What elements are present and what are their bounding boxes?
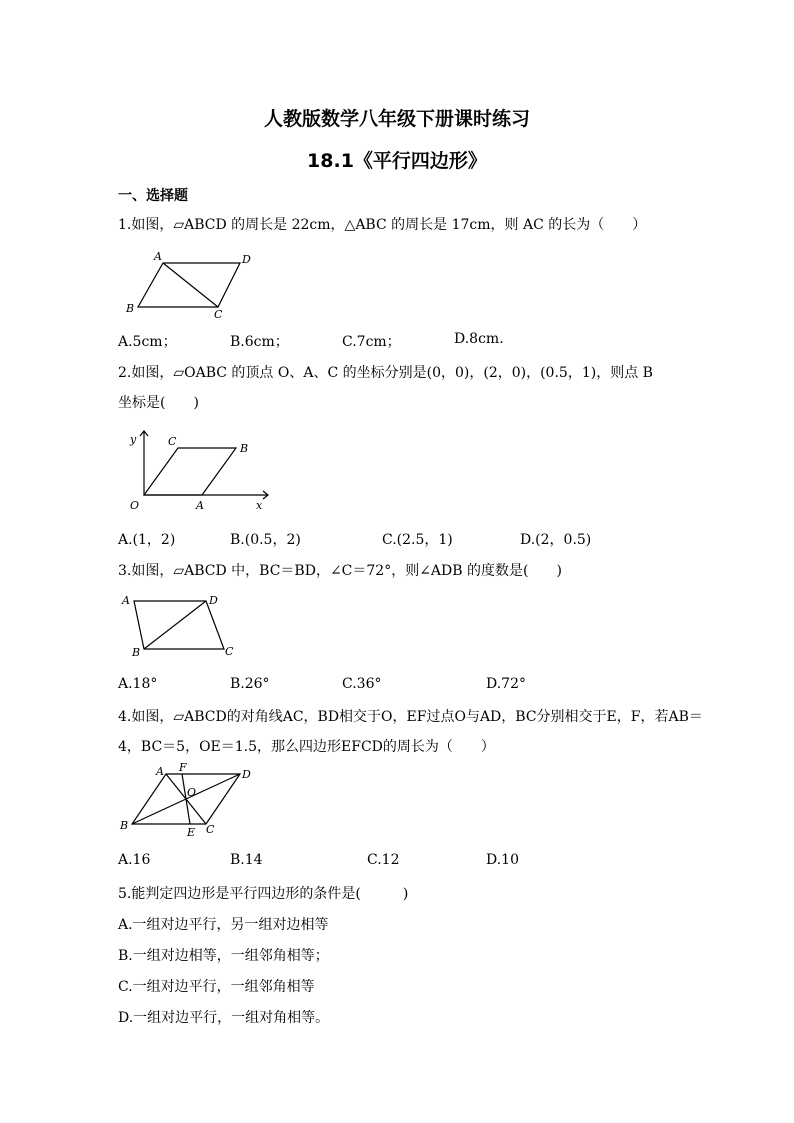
label-a: A	[196, 499, 204, 512]
question-3-figure	[118, 592, 248, 662]
question-1-text: 1.如图，▱ABCD 的周长是 22cm，△ABC 的周长是 17cm，则 AC 的长为（ ）	[118, 217, 647, 233]
q4-option-b: B.14	[230, 852, 263, 868]
q4-option-c: C.12	[367, 852, 400, 868]
q5-option-d: D.一组对边平行，一组对角相等。	[118, 1010, 330, 1026]
page-subtitle: 18.1《平行四边形》	[307, 150, 487, 172]
label-c: C	[214, 308, 223, 321]
q1-option-d: D.8cm.	[454, 331, 504, 347]
diagonal-ac	[163, 263, 218, 307]
q5-option-c: C.一组对边平行，一组邻角相等	[118, 979, 315, 995]
page-title: 人教版数学八年级下册课时练习	[263, 108, 530, 130]
q2-option-a: A.(1，2)	[118, 532, 176, 548]
label-o: O	[130, 499, 140, 512]
label-d: D	[209, 594, 218, 607]
label-e: E	[187, 826, 196, 839]
parallelogram-abcd	[138, 263, 240, 307]
label-o: O	[187, 786, 197, 799]
q3-option-d: D.72°	[486, 676, 526, 692]
q2-option-b: B.(0.5，2)	[230, 532, 301, 548]
question-3-text: 3.如图，▱ABCD 中，BC＝BD，∠C＝72°，则∠ADB 的度数是( )	[118, 563, 562, 579]
q2-option-c: C.(2.5，1)	[382, 532, 453, 548]
q4-option-a: A.16	[118, 852, 151, 868]
diagonal-bd	[144, 601, 206, 649]
label-a: A	[122, 594, 130, 607]
question-4-figure	[118, 761, 268, 840]
question-4-text-line1: 4.如图，▱ABCD的对角线AC，BD相交于O，EF过点O与AD，BC分别相交于E，F，若AB＝	[118, 709, 703, 725]
label-b: B	[132, 646, 141, 659]
label-b: B	[126, 302, 135, 315]
label-b: B	[120, 819, 129, 832]
label-f: F	[179, 761, 187, 774]
question-1-figure	[118, 246, 268, 321]
q5-option-b: B.一组对边相等，一组邻角相等；	[118, 948, 329, 964]
q2-option-d: D.(2，0.5)	[520, 532, 592, 548]
parallelogram-abcd	[134, 601, 224, 649]
q4-option-d: D.10	[486, 852, 519, 868]
label-x: x	[256, 499, 263, 512]
label-a: A	[154, 250, 162, 263]
label-a: A	[156, 765, 164, 778]
question-2-text-line2: 坐标是( )	[118, 395, 199, 411]
question-4-text-line2: 4，BC＝5，OE＝1.5，那么四边形EFCD的周长为（ ）	[118, 739, 495, 755]
q1-option-a: A.5cm；	[118, 334, 177, 350]
question-5-text: 5.能判定四边形是平行四边形的条件是( )	[118, 886, 409, 902]
q3-option-a: A.18°	[118, 676, 158, 692]
parallelogram-oabc	[144, 448, 236, 495]
segment-ef	[182, 774, 190, 824]
question-2-figure	[118, 425, 278, 515]
label-c: C	[225, 645, 234, 658]
question-2-text-line1: 2.如图，▱OABC 的顶点 O、A、C 的坐标分别是(0，0)，(2，0)，(0.5，1)，则点 B	[118, 365, 653, 381]
label-b: B	[240, 442, 249, 455]
label-d: D	[242, 768, 251, 781]
q5-option-a: A.一组对边平行，另一组对边相等	[118, 917, 329, 933]
q1-option-c: C.7cm；	[342, 334, 401, 350]
q3-option-b: B.26°	[230, 676, 270, 692]
label-d: D	[242, 253, 251, 266]
q3-option-c: C.36°	[342, 676, 382, 692]
section-heading: 一、选择题	[118, 188, 188, 204]
q1-option-b: B.6cm；	[230, 334, 289, 350]
label-c: C	[206, 823, 215, 836]
label-y: y	[130, 433, 137, 446]
label-c: C	[168, 435, 177, 448]
